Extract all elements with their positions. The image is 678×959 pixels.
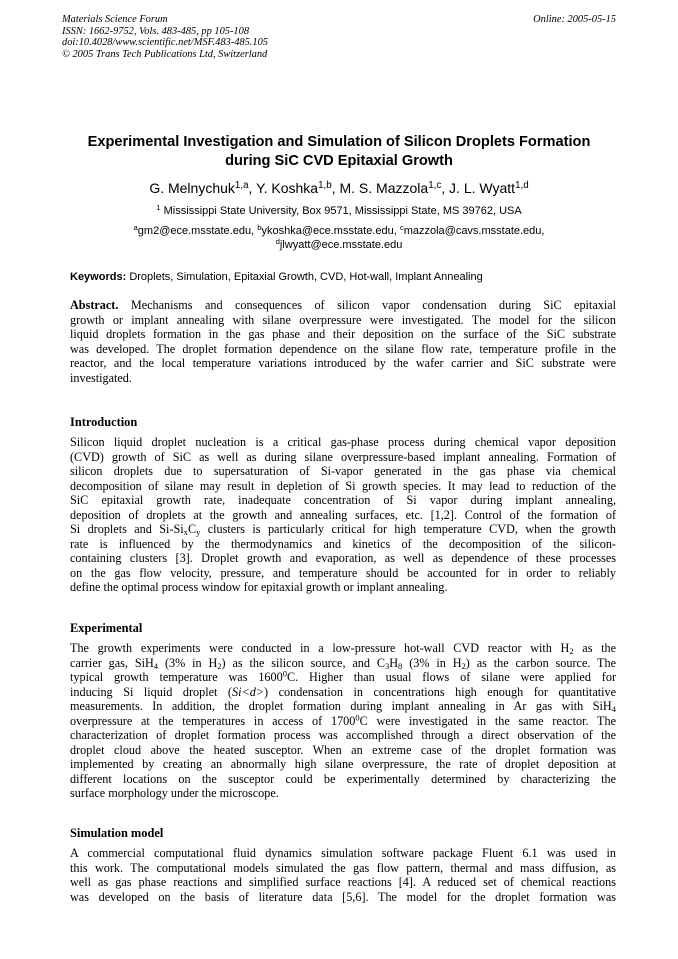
simulation-paragraph (70, 846, 616, 904)
author-sup: 1,c (428, 180, 442, 192)
exp-line: inducing Si liquid droplet (Si<d>) condensation in concentrations high enough for quantitative (70, 684, 616, 699)
abstract-paragraph (70, 298, 616, 385)
title-line-2: during SiC CVD Epitaxial Growth (225, 153, 453, 169)
exp-line: typical growth temperature was 1600$^0$C. Higher than usual flows of silane were applied for (70, 668, 617, 684)
email-c[interactable]: mazzola@cavs.msstate.edu, (403, 225, 545, 237)
author-name: Y. Koshka (256, 180, 319, 196)
intro-line: decomposition of silane may result in depletion of Si growth species. It may lead to reduction of the (70, 478, 616, 493)
sim-line: was developed on the basis of literature data [5,6]. The model for the droplet formation was (70, 889, 616, 904)
email-b[interactable]: ykoshka@ece.msstate.edu, (261, 225, 397, 237)
keywords-text: Droplets, Simulation, Epitaxial Growth, CVD, Hot-wall, Implant Annealing (129, 271, 483, 283)
sim-line: this work. The computational models simulated the gas flow pattern, thermal and mass diffusion, as (70, 860, 616, 875)
doi-line: doi:10.4028/www.scientific.net/MSF.483-485.105 (62, 37, 268, 49)
exp-line: droplet cloud above the heated susceptor. When an extreme case of the droplet formation was (70, 742, 616, 757)
keywords (70, 270, 616, 284)
email-d[interactable]: jlwyatt@ece.msstate.edu (279, 238, 403, 251)
abstract-label: Abstract. (70, 298, 119, 312)
intro-line: Si droplets and $Si-Si_xC_y$ clusters is particularly critical for high temperature CVD, when the growth (70, 522, 616, 538)
exp-line: overpressure at the temperatures in access of 1700$^0$C were investigated in the same reactor. The (70, 712, 616, 728)
sim-line: well as gas phase reactions and simplified surface reactions [4]. A reduced set of chemical reactions (70, 875, 616, 889)
journal-name: Materials Science Forum (62, 14, 168, 25)
paper-title (62, 133, 616, 171)
experimental-paragraph (70, 641, 616, 801)
copyright-line: © 2005 Trans Tech Publications Ltd, Switzerland (62, 48, 268, 60)
author-name: G. Melnychuk (149, 180, 235, 196)
author-sup: 1,d (515, 180, 529, 192)
abstract-line: investigated. (70, 370, 132, 385)
exp-line: The growth experiments were conducted in a low-pressure hot-wall CVD reactor with $H_2$ as the (70, 641, 616, 657)
introduction-paragraph (70, 435, 616, 595)
exp-line: surface morphology under the microscope. (70, 786, 279, 800)
title-line-1: Experimental Investigation and Simulation of Silicon Droplets Formation (87, 134, 591, 150)
affiliation-sup: 1 (156, 203, 161, 213)
intro-line: on the gas flow velocity, pressure, and temperature should be accounted for in order to reliably (70, 565, 616, 580)
affiliation-text: Mississippi State University, Box 9571, Mississippi State, MS 39762, USA (163, 205, 522, 217)
intro-line: deposition of droplets at the growth and annealing surfaces, etc. [1,2]. Control of the formation of (70, 507, 616, 522)
author-sup: 1,b (318, 180, 332, 192)
intro-line: SiC epitaxial growth rate, inadequate concentration of Si vapor during implant annealing, (70, 493, 616, 507)
exp-line: characterization of droplet formation process was accomplished through a direct observation of the (70, 728, 616, 742)
author-name: J. L. Wyatt (449, 180, 516, 196)
keywords-label: Keywords: (70, 271, 127, 283)
exp-line: carrier gas, SiH$_4$ (3% in $H_2$) as the silicon source, and $C_3H_8$ (3% in $H_2$) as the carbon source. The (70, 655, 617, 671)
simulation-heading: Simulation model (70, 826, 164, 840)
author-list: G. Melnychuk$^{1,a}$, Y. Koshka$^{1,b}$, M. S. Mazzola$^{1,c}$, J. L. Wyatt$^{1,d}$ (149, 180, 529, 196)
intro-line: (CVD) growth of SiC as well as during silane overpressure-based implant annealing. Formation of (70, 449, 616, 464)
intro-line: containing clusters [3]. Droplet growth and evaporation, as well as dependence of these processes (70, 551, 616, 565)
abstract-line: Abstract. Mechanisms and consequences of silicon vapor condensation during SiC epitaxial (70, 298, 617, 312)
exp-line: implemented by creating an abnormally high silane overpressure, the rate of droplet deposition at (70, 757, 616, 771)
journal-header (62, 14, 616, 60)
affiliation (62, 204, 616, 218)
author-name: M. S. Mazzola (339, 180, 429, 196)
author-sup: 1,a (234, 180, 249, 192)
issn-line: ISSN: 1662-9752, Vols. 483-485, pp 105-108 (62, 25, 250, 37)
sim-line: A commercial computational fluid dynamics simulation software package Fluent 6.1 was used in (70, 846, 616, 860)
intro-line: rate is influenced by the thermodynamics and kinetics of the decomposition of the silicon- (70, 536, 616, 551)
exp-line: different locations on the susceptor could be experimentally determined by characterizing the (70, 771, 616, 786)
experimental-heading: Experimental (70, 621, 143, 635)
email-a[interactable]: gm2@ece.msstate.edu, (137, 225, 255, 237)
abstract-line: liquid droplets formation in the gas phase and their deposition on the surface of the SiC substrate (70, 327, 616, 341)
exp-line: measurements. In addition, the droplet formation during implant annealing in Ar gas with SiH$_4$ (70, 699, 616, 715)
online-date: Online: 2005-05-15 (533, 14, 616, 25)
abstract-line: growth or implant annealing with silane overpressure were investigated. The model for the silicon (70, 312, 616, 327)
intro-line: Silicon liquid droplet nucleation is a critical gas-phase process during chemical vapor deposition (70, 435, 616, 449)
email-list: $^a$gm2@ece.msstate.edu, $^b$ykoshka@ece.msstate.edu, $^c$mazzola@cavs.msstate.edu, $^d$jlwyatt@ece.msstate.edu (133, 223, 545, 251)
intro-line: define the optimal process window for epitaxial growth or implant annealing. (70, 580, 448, 594)
abstract-line: reactor, and the local temperature variations introduced by the wafer carrier and SiC substrate were (70, 356, 616, 370)
intro-line: silicon droplets due to supersaturation of Si-vapor generated in the gas phase via chemical (70, 464, 616, 478)
abstract-line: was developed. The droplet formation dependence on the silane flow rate, temperature profile in the (70, 341, 616, 356)
introduction-heading: Introduction (70, 415, 138, 429)
